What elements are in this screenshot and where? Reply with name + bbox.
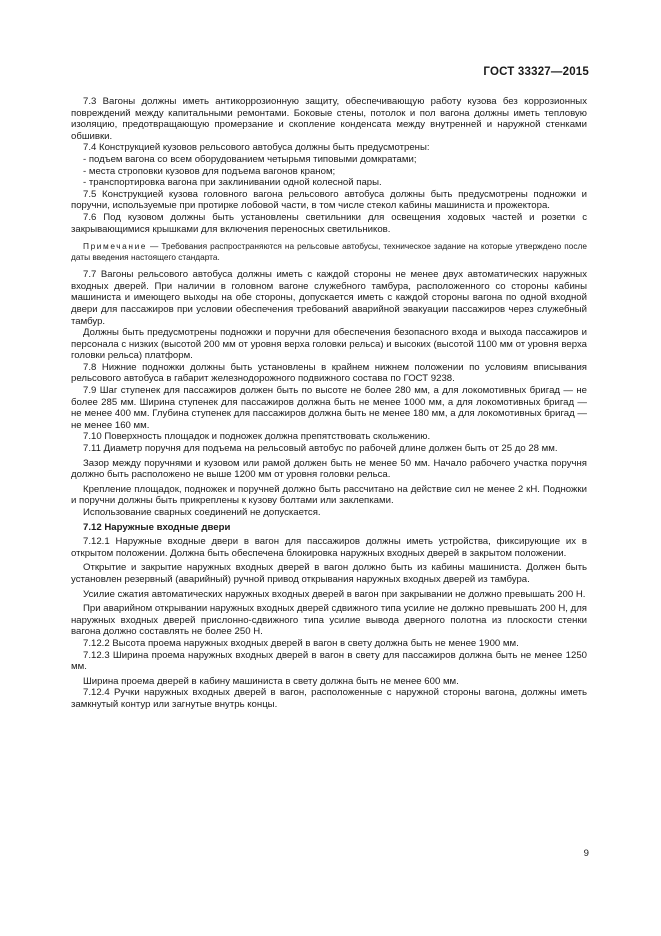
paragraph-7-4: 7.4 Конструкцией кузовов рельсового автобуса должны быть предусмотрены: <box>83 142 430 154</box>
note <box>71 241 587 263</box>
paragraph-7-3: 7.3 Вагоны должны иметь антикоррозионную защиту, обеспечивающую работу кузова без коррозионных повреждений между капитальными ремонтами. Боковые стены, потолок и пол вагона должны иметь тепловую изоляцию, предотвращающую промерзание и скопление конденсата между внутренней и наружной стенками обшивки. <box>71 96 587 142</box>
paragraph-7-12-1-d: При аварийном открывании наружных входных дверей сдвижного типа усилие не должно превышать 200 Н, для наружных входных дверей прислонно-сдвижного типа усилие вывода дверного полотна из плоскости стенки вагона должно составлять не более 250 Н. <box>71 603 587 638</box>
paragraph-7-5: 7.5 Конструкцией кузова головного вагона рельсового автобуса должны быть предусмотрены подножки и поручни, используемые при протирке лобовой части, в том числе стекол кабины машиниста и прожектора. <box>71 188 587 212</box>
document-code: ГОСТ 33327—2015 <box>483 66 589 78</box>
paragraph-7-11-b: Зазор между поручнями и кузовом или рамой должен быть не менее 50 мм. Начало рабочего участка поручня должно быть расположено не выше 1200 мм от уровня головки рельса. <box>71 457 587 481</box>
paragraph-7-11-d: Использование сварных соединений не допускается. <box>83 507 321 518</box>
note-label: Примечание <box>83 241 148 252</box>
paragraph-7-12-1-b: Открытие и закрытие наружных входных дверей в вагон должно быть из кабины машиниста. Должен быть установлен резервный (аварийный) ручной привод открывания наружных входных дверей из тамбура. <box>71 562 587 585</box>
paragraph-7-12-4: 7.12.4 Ручки наружных входных дверей в вагон, расположенные с наружной стороны вагона, должны иметь замкнутый контур или загнутые внутрь концы. <box>71 687 587 710</box>
paragraph-7-12-1-c: Усилие сжатия автоматических наружных входных дверей в вагон при закрывании не должно превышать 200 Н. <box>83 588 586 600</box>
document-body <box>71 96 587 711</box>
paragraph-7-7: 7.7 Вагоны рельсового автобуса должны иметь с каждой стороны не менее двух автоматических наружных входных дверей. При наличии в головном вагоне служебного тамбура, расположенного со стороны кабины машиниста и имеющего выходы на обе стороны, допускается иметь с каждой стороны вагона по одной входной двери для пассажиров при условии обеспечения требований аварийной эвакуации пассажиров через служебный тамбур. <box>71 269 587 327</box>
section-heading-7-12: 7.12 Наружные входные двери <box>83 521 231 533</box>
paragraph-7-11: 7.11 Диаметр поручня для подъема на рельсовый автобус по рабочей длине должен быть от 25 до 28 мм. <box>83 443 558 455</box>
paragraph-7-12-3-b: Ширина проема дверей в кабину машиниста в свету должна быть не менее 600 мм. <box>83 675 459 687</box>
paragraph-7-7-b: Должны быть предусмотрены подножки и поручни для обеспечения безопасного входа и выхода пассажиров и персонала с низких (высотой 200 мм от уровня верха головки рельса) и высоких (высотой 1100 мм от уровня верха головки рельса) платформ. <box>71 327 587 362</box>
paragraph-7-9: 7.9 Шаг ступенек для пассажиров должен быть по высоте не более 280 мм, а для локомотивных бригад — не более 285 мм. Ширина ступенек для пассажиров должна быть не менее 1000 мм, а для локомотивных бригад — не менее 400 мм. Глубина ступенек для пассажиров должна быть не менее 180 мм, а для локомотивных бригад — не менее 160 мм. <box>71 385 587 431</box>
list-item: - транспортировка вагона при заклинивании одной колесной пары. <box>83 177 382 189</box>
list-item: - места строповки кузовов для подъема вагонов краном; <box>83 165 336 177</box>
paragraph-7-12-2: 7.12.2 Высота проема наружных входных дверей в вагон в свету должна быть не менее 1900 мм. <box>83 637 519 649</box>
paragraph-7-10: 7.10 Поверхность площадок и подножек должна препятствовать скольжению. <box>83 431 431 443</box>
note-text: — Требования распространяются на рельсовые автобусы, техническое задание на которые утверждено после даты введения настоящего стандарта. <box>71 241 587 263</box>
page-number: 9 <box>583 848 589 859</box>
paragraph-7-8: 7.8 Нижние подножки должны быть установлены в крайнем нижнем положении по условиям вписывания рельсового автобуса в габарит железнодорожного подвижного состава по ГОСТ 9238. <box>71 361 587 385</box>
paragraph-7-11-c: Крепление площадок, подножек и поручней должно быть рассчитано на действие сил не менее 2 кН. Подножки и поручни должны быть прикреплены к кузову болтами или заклепками. <box>71 483 587 507</box>
paragraph-7-6: 7.6 Под кузовом должны быть установлены светильники для освещения ходовых частей и розетки с закрывающимися крышками для включения переносных светильников. <box>71 211 587 235</box>
paragraph-7-12-1: 7.12.1 Наружные входные двери в вагон для пассажиров должны иметь устройства, фиксирующие их в открытом положении. Должна быть обеспечена блокировка наружных входных дверей в закрытом положении. <box>71 536 587 559</box>
paragraph-7-12-3: 7.12.3 Ширина проема наружных входных дверей в вагон в свету для пассажиров должна быть не менее 1250 мм. <box>71 649 587 673</box>
list-item: - подъем вагона со всем оборудованием четырьмя типовыми домкратами; <box>83 153 417 165</box>
